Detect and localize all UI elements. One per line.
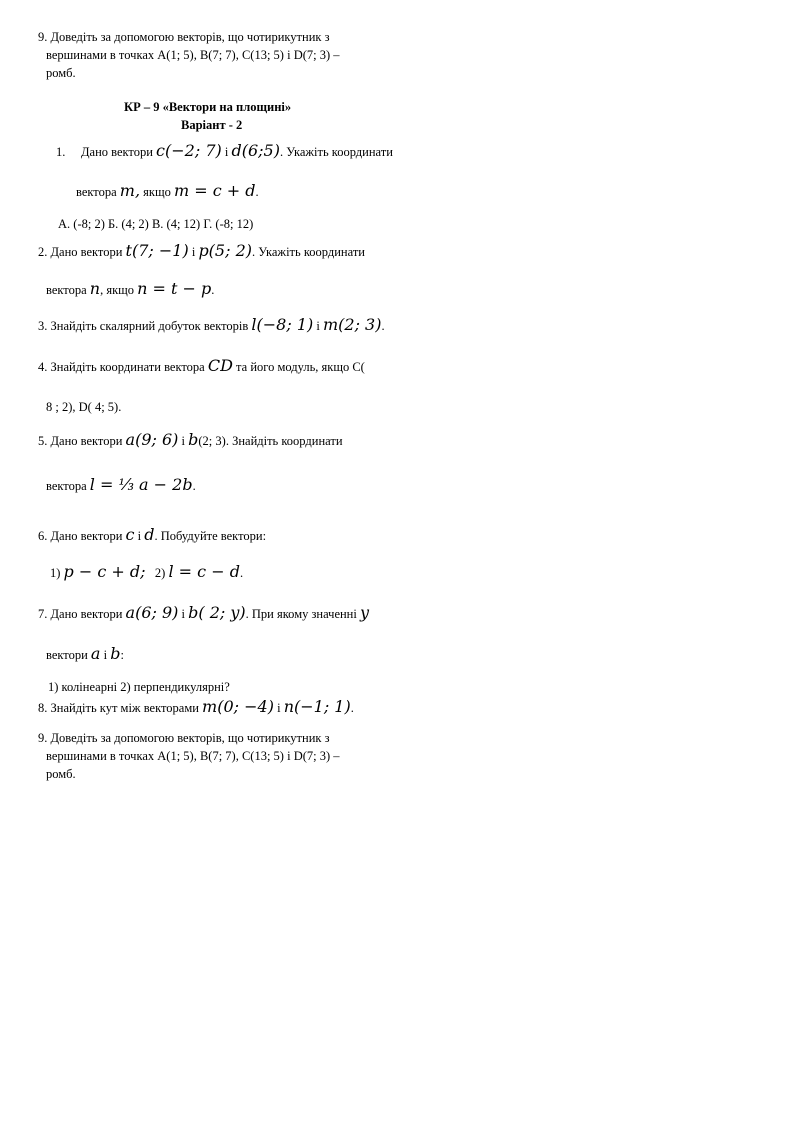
task4-line2: 8 ; 2), D( 4; 5).: [46, 400, 122, 414]
task8-dot: .: [350, 701, 354, 715]
task8-vector-m: m(0; −4): [202, 697, 274, 716]
task2-text: 2. Дано вектори: [38, 245, 123, 259]
task2-line2: [46, 280, 214, 298]
task6-and: і: [137, 529, 142, 543]
task1-vector-m: m,: [119, 181, 141, 200]
task5-formula: l = ⅓ a − 2b: [89, 475, 193, 494]
task8-and: і: [277, 701, 281, 715]
task5-dot: .: [192, 479, 196, 493]
task7-colon: :: [120, 648, 124, 662]
task6-item1-num: 1): [50, 566, 61, 580]
task2-vector-p: p(5; 2): [198, 241, 252, 260]
task7-line1: [38, 604, 369, 622]
task2-formula: n = t − p: [137, 279, 212, 298]
task2-ask: . Укажіть координати: [252, 245, 365, 259]
task6-line2: [50, 563, 243, 581]
task3-dot: .: [381, 319, 385, 333]
task9-top-line1: 9. Доведіть за допомогою векторів, що чотирикутник з: [38, 30, 330, 44]
task1-line2: [76, 182, 259, 200]
task6-rest: . Побудуйте вектори:: [154, 529, 267, 543]
task7-vectors-word: вектори: [46, 648, 88, 662]
task5-line1: [38, 431, 343, 449]
variant-label: Варіант - 2: [181, 118, 243, 132]
task2-if: , якщо: [100, 283, 135, 297]
task4-rest: та його модуль, якщо C(: [236, 360, 365, 374]
task7-vector-a2: a: [90, 644, 101, 663]
task2-vector-n: n: [89, 279, 101, 298]
task3-line1: [38, 316, 385, 334]
page-title: КР – 9 «Вектори на площині»: [124, 100, 292, 114]
task8-vector-n: n(−1; 1): [283, 697, 351, 716]
task6-item2-num: 2): [154, 566, 166, 580]
task9-line3: ромб.: [46, 767, 76, 781]
task1-vector-word: вектора: [76, 185, 117, 199]
task7-options: 1) колінеарні 2) перпендикулярні?: [48, 680, 230, 694]
task9-top-line3: ромб.: [46, 66, 76, 80]
task7-rest: . При якому значенні: [245, 607, 357, 621]
task1-vector-d: d(6;5): [231, 141, 280, 160]
task5-rest: (2; 3). Знайдіть координати: [198, 434, 343, 448]
task5-text: 5. Дано вектори: [38, 434, 123, 448]
task8-text: 8. Знайдіть кут між векторами: [38, 701, 199, 715]
task9-top-line2: вершинами в точках A(1; 5), B(7; 7), C(13; 5) і D(7; 3) –: [46, 48, 340, 62]
task7-vector-b: b( 2; y): [188, 603, 246, 622]
task6-item2: l = c − d: [168, 562, 240, 581]
task4-text: 4. Знайдіть координати вектора: [38, 360, 205, 374]
task5-vector-b: b: [188, 430, 199, 449]
task6-item1: p − c + d;: [63, 562, 146, 581]
task6-vector-d: d: [144, 525, 155, 544]
task2-line1: [38, 242, 365, 260]
task6-vector-c: c: [125, 525, 135, 544]
task7-text: 7. Дано вектори: [38, 607, 123, 621]
task5-line2: [46, 476, 196, 494]
task2-vector-t: t(7; −1): [125, 241, 189, 260]
task1-answers: А. (-8; 2) Б. (4; 2) В. (4; 12) Г. (-8; 12): [58, 217, 254, 231]
task6-text: 6. Дано вектори: [38, 529, 123, 543]
task1-vector-c: c(−2; 7): [156, 141, 222, 160]
task7-var-y: y: [359, 603, 370, 622]
task1-line1: [56, 142, 393, 160]
task9-line1: 9. Доведіть за допомогою векторів, що чотирикутник з: [38, 731, 330, 745]
task1-formula: m = c + d: [173, 181, 256, 200]
task6-line1: [38, 526, 266, 544]
task3-text: 3. Знайдіть скалярний добуток векторів: [38, 319, 249, 333]
task4-vector-cd: CD: [207, 356, 233, 375]
task1-ask: . Укажіть координати: [279, 145, 393, 159]
task2-dot: .: [211, 283, 215, 297]
task2-and: і: [191, 245, 196, 259]
task5-vector-a: a(9; 6): [125, 430, 179, 449]
task2-vector-word: вектора: [46, 283, 87, 297]
task3-and: і: [316, 319, 320, 333]
task1-dot: .: [255, 185, 259, 199]
task1-number: 1.: [56, 145, 66, 159]
task9-line2: вершинами в точках A(1; 5), B(7; 7), C(13; 5) і D(7; 3) –: [46, 749, 340, 763]
task7-vector-a: a(6; 9): [125, 603, 179, 622]
task1-if: якщо: [143, 185, 171, 199]
task8-line1: [38, 698, 354, 716]
task1-text: Дано вектори: [81, 145, 153, 159]
task3-vector-l: l(−8; 1): [251, 315, 314, 334]
task6-dot: .: [239, 566, 244, 580]
task7-and2: і: [103, 648, 108, 662]
task7-and: і: [181, 607, 186, 621]
task1-and: і: [224, 145, 229, 159]
task4-line1: [38, 357, 365, 375]
task7-line2: [46, 645, 124, 663]
task7-vector-b2: b: [110, 644, 121, 663]
task5-vector-word: вектора: [46, 479, 87, 493]
task3-vector-m: m(2; 3): [322, 315, 382, 334]
task5-and: і: [181, 434, 186, 448]
